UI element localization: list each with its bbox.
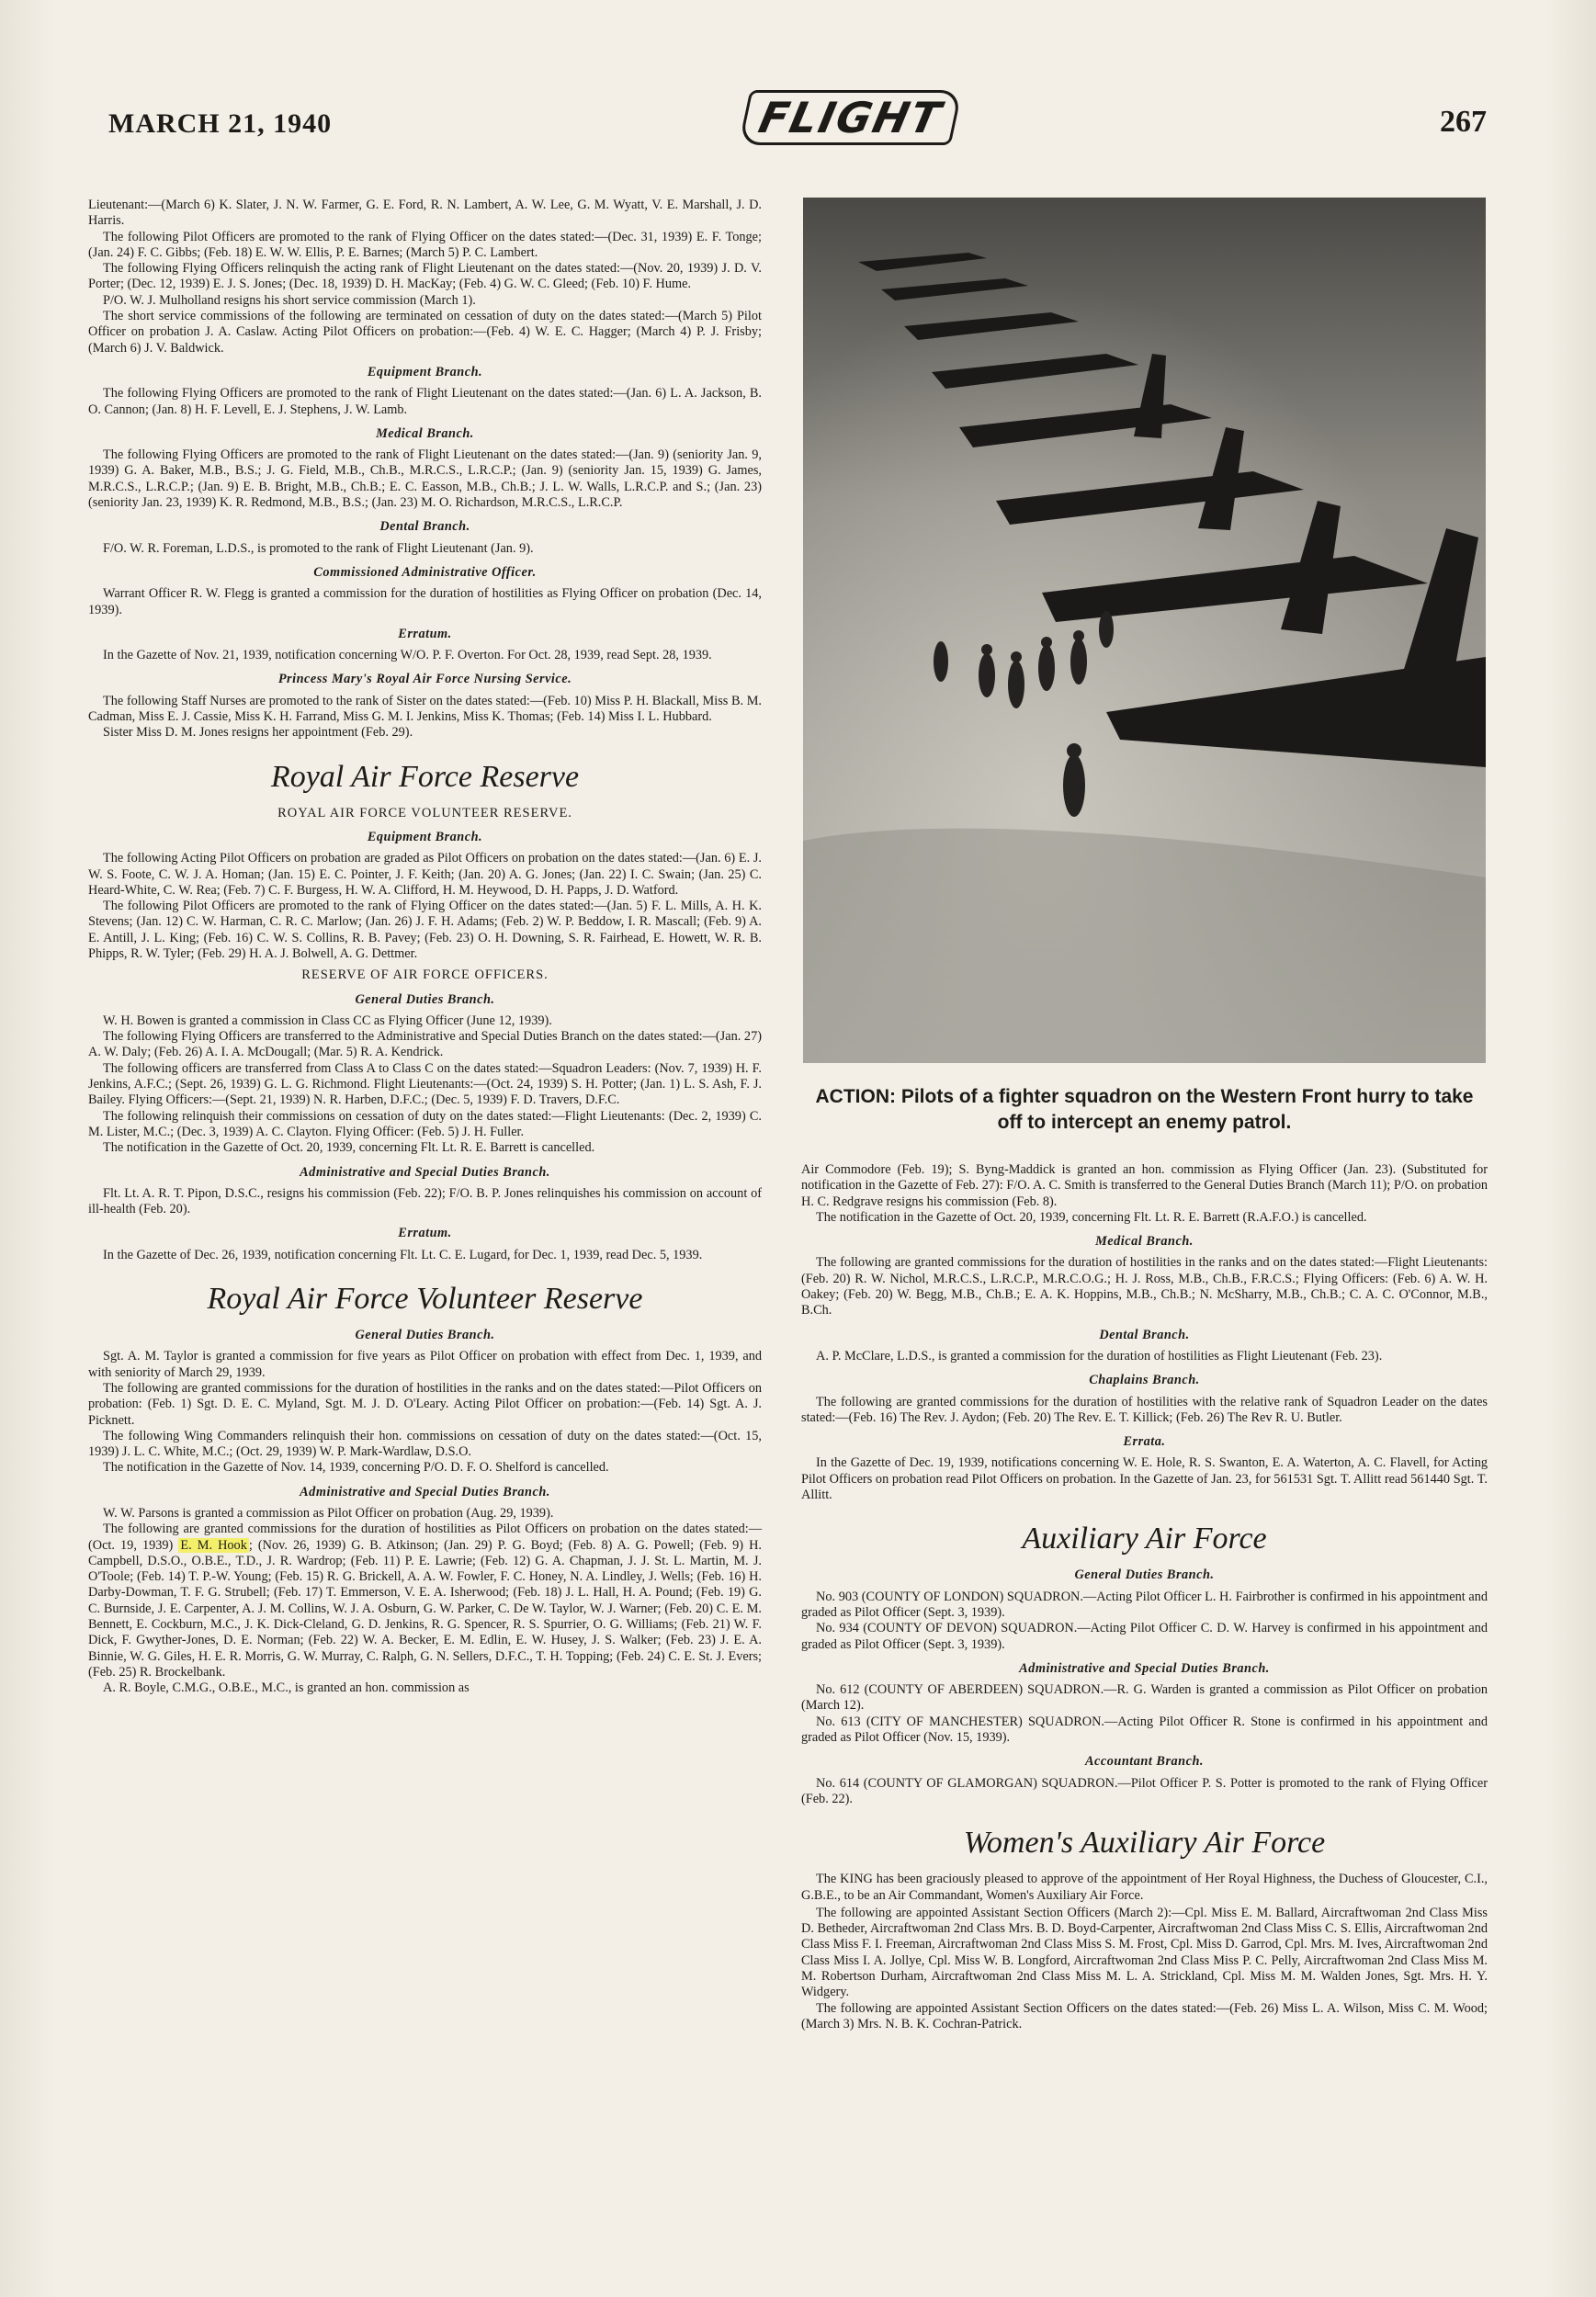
issue-date: MARCH 21, 1940 — [108, 108, 333, 139]
section-heading: Equipment Branch. — [367, 829, 483, 844]
paragraph: Lieutenant:—(March 6) K. Slater, J. N. W. Farmer, G. E. Ford, R. N. Lambert, A. W. Lee, G. M. Wyatt, V. E. Marshall, J. D. Harris. — [88, 198, 762, 229]
paragraph: No. 612 (COUNTY OF ABERDEEN) SQUADRON.—R. G. Warden is granted a commission as Pilot Officer on probation (March 12). — [801, 1682, 1488, 1714]
paragraph: The notification in the Gazette of Nov. 14, 1939, concerning P/O. D. F. O. Shelford is cancelled. — [103, 1460, 609, 1476]
section-heading: Erratum. — [398, 1226, 452, 1241]
paragraph: No. 934 (COUNTY OF DEVON) SQUADRON.—Acting Pilot Officer C. D. W. Harvey is confirmed in his appointment and graded as Pilot Officer (Sept. 3, 1939). — [801, 1621, 1488, 1652]
page-number: 267 — [1440, 105, 1487, 139]
section-heading: Errata. — [1123, 1434, 1166, 1450]
section-heading: Commissioned Administrative Officer. — [313, 564, 537, 580]
paragraph: Air Commodore (Feb. 19); S. Byng-Maddick is granted an hon. commission as Flying Officer (Jan. 23). (Substituted for notification in the Gazette of Feb. 27): F/O. A. C. Smith is transferred to the General Duties Branch (March 11); P/O. on probation H. C. Redgrave resigns his commission (Feb. 8). — [801, 1162, 1488, 1209]
paragraph: The following Pilot Officers are promoted to the rank of Flying Officer on the dates stated:—(Jan. 5) F. L. Mills, A. H. K. Stevens; (Jan. 12) C. W. Harman, C. R. C. Marlow; (Jan. 26) J. F. H. Adams; (Feb. 2) W. P. Beddow, I. R. Mascall; (Feb. 9) A. E. Antill, J. L. King; (Feb. 16) C. W. S. Collins, R. B. Pavey; (Feb. 23) O. H. Downing, S. R. Fairhead, E. Howett, W. R. B. Phipps, R. W. Tyler; (Feb. 29) H. A. J. Bolwell, A. G. Dettmer. — [88, 899, 762, 961]
paragraph: A. R. Boyle, C.M.G., O.B.E., M.C., is granted an hon. commission as — [103, 1680, 470, 1696]
section-heading: General Duties Branch. — [355, 991, 495, 1007]
paragraph: The following Pilot Officers are promoted to the rank of Flying Officer on the dates stated:—(Dec. 31, 1939) E. F. Tonge; (Jan. 24) F. C. Gibbs; (Feb. 18) E. W. W. Ellis, P. E. Barnes; (March 5) P. C. Lambert. — [88, 229, 762, 260]
paragraph: W. H. Bowen is granted a commission in Class CC as Flying Officer (June 12, 1939). — [103, 1013, 552, 1028]
paragraph: The short service commissions of the following are terminated on cessation of duty on the dates stated:—(March 5) Pilot Officer on probation J. A. Caslaw. Acting Pilot Officers on probation:—(Feb. 4) W. E. C. Hagger; (March 4) P. J. Frisby; (March 6) J. V. Baldwick. — [88, 309, 762, 356]
paragraph — [88, 1522, 762, 1680]
section-heading: Equipment Branch. — [367, 364, 483, 379]
paragraph: The following Flying Officers relinquish the acting rank of Flight Lieutenant on the dates stated:—(Nov. 20, 1939) J. D. V. Porter; (Dec. 12, 1939) E. J. S. Jones; (Dec. 18, 1939) D. H. MacKay; (Feb. 4) G. W. C. Gleed; (Feb. 10) F. Hume. — [88, 261, 762, 292]
section-heading: Administrative and Special Duties Branch. — [300, 1164, 550, 1180]
section-heading: Medical Branch. — [376, 425, 474, 441]
paragraph: The KING has been graciously pleased to approve of the appointment of Her Royal Highness, the Duchess of Gloucester, C.I., G.B.E., to be an Air Commandant, Women's Auxiliary Air Force. — [801, 1872, 1488, 1903]
heading-raf-reserve: Royal Air Force Reserve — [270, 759, 580, 794]
paragraph: Flt. Lt. A. R. T. Pipon, D.S.C., resigns his commission (Feb. 22); F/O. B. P. Jones relinquishes his commission on account of ill-health (Feb. 20). — [88, 1185, 762, 1217]
paragraph: The following are appointed Assistant Section Officers on the dates stated:—(Feb. 26) Miss L. A. Wilson, Miss C. M. Wood; (March 3) Mrs. N. B. K. Cochran-Patrick. — [801, 2000, 1488, 2031]
paragraph: The following relinquish their commissions on cessation of duty on the dates stated:—Flight Lieutenants: (Dec. 2, 1939) C. M. Lister, M.C.; (Dec. 3, 1939) A. C. Clayton. Flying Officer: (Feb. 5) J. H. Fuller. — [88, 1108, 762, 1139]
paragraph-text: ; (Nov. 26, 1939) G. B. Atkinson; (Jan. 29) P. G. Boyd; (Feb. 8) A. G. Powell; (Feb. 9) H. Campbell, D.S.O., O.B.E., T.D., J. R. Wardrop; (Feb. 11) P. E. Lawrie; (Feb. 12) G. A. Chapman, J. J. St. L. Martin, M. J. O'Toole; (Feb. 14) T. P.-W. Young; (Feb. 15) R. G. Brickell, A. A. W. Fowler, F. C. Honey, N. A. Lindley, J. Wells; (Feb. 16) H. Darby-Dowman, T. F. G. Strubell; (Feb. 17) T. Emmerson, V. E. A. Isherwood; (Feb. 18) J. L. Hall, H. A. Pound; (Feb. 19) G. C. Burnside, J. E. Carpenter, A. J. M. Collins, W. J. A. Osburn, G. W. Parker, C. De W. Taylor, W. J. Warner; (Feb. 20) C. E. M. Bennett, E. Cockburn, M.C., J. K. Dick-Cleland, G. D. Jenkins, R. G. Spencer, R. S. Spurrier, O. G. Williams; (Feb. 21) W. F. Dick, F. Gwyther-Jones, D. E. Norman; (Feb. 22) W. A. Becker, E. M. Edlin, E. W. Husey, J. S. Walker; (Feb. 23) J. E. A. Binnie, W. G. Giles, H. E. R. Morris, G. W. Murray, C. Ralph, G. N. Sellers, D.F.C., T. H. Topping; (Feb. 24) C. E. St. J. Evers; (Feb. 25) R. Brockelbank. — [88, 1537, 762, 1680]
paragraph: Warrant Officer R. W. Flegg is granted a commission for the duration of hostilities as Flying Officer on probation (Dec. 14, 1939). — [88, 586, 762, 617]
paragraph: In the Gazette of Nov. 21, 1939, notification concerning W/O. P. F. Overton. For Oct. 28, 1939, read Sept. 28, 1939. — [103, 648, 712, 663]
paragraph: The notification in the Gazette of Oct. 20, 1939, concerning Flt. Lt. R. E. Barrett is cancelled. — [103, 1140, 595, 1156]
section-heading: Administrative and Special Duties Branch. — [1019, 1660, 1270, 1676]
left-column — [88, 198, 762, 1697]
heading-auxiliary-air-force: Auxiliary Air Force — [1022, 1522, 1267, 1556]
section-heading: Medical Branch. — [1095, 1234, 1194, 1250]
page-header — [108, 93, 1487, 164]
photograph-fighter-squadron — [803, 198, 1486, 1063]
paragraph: The following officers are transferred from Class A to Class C on the dates stated:—Squadron Leaders: (Nov. 7, 1939) H. F. Jenkins, A.F.C.; (Sept. 26, 1939) G. L. G. Richmond. Flight Lieutenants:—(Oct. 24, 1939) S. H. Potter; (Jan. 1) L. S. Ash, F. J. Bailey. Flying Officers:—(Sept. 21, 1939) N. R. Harben, D.F.C.; (Dec. 5, 1939) F. D. Travers, D.F.C. — [88, 1060, 762, 1108]
paragraph: The following are granted commissions for the duration of hostilities in the ranks and on the dates stated:—Flight Lieutenants: (Feb. 20) R. W. Nichol, M.R.C.S., L.R.C.P., M.R.C.O.G.; H. J. Ross, M.B., Ch.B., F.R.C.S.; Flying Officers: (Feb. 6) A. W. H. Oakey; (Feb. 20) W. Begg, M.B., Ch.B.; E. A. K. Hoppins, M.B., Ch.B.; N. McSharry, M.B., Ch.B.; C. A. C. O'Connor, M.B., B.Ch. — [801, 1255, 1488, 1318]
paragraph: The following Wing Commanders relinquish their hon. commissions on cessation of duty on the dates stated:—(Oct. 15, 1939) J. L. C. White, M.C.; (Oct. 29, 1939) W. P. Mark-Wardlaw, D.S.O. — [88, 1428, 762, 1460]
paragraph: The following Flying Officers are transferred to the Administrative and Special Duties Branch on the dates stated:—(Jan. 27) A. W. Daly; (Feb. 26) A. I. A. McDougall; (Mar. 5) R. A. Kendrick. — [88, 1029, 762, 1060]
paragraph: The following Acting Pilot Officers on probation are graded as Pilot Officers on probation on the dates stated:—(Jan. 6) E. J. W. S. Foote, C. W. J. A. Homan; (Jan. 15) E. C. Pointer, J. F. Keith; (Jan. 20) A. G. Jones; (Jan. 22) I. C. Swain; (Jan. 25) C. Heard-White, C. W. Rea; (Feb. 7) C. F. Burgess, H. W. A. Clifford, H. M. Heywood, D. H. Papps, J. D. Watford. — [88, 851, 762, 898]
paragraph: No. 614 (COUNTY OF GLAMORGAN) SQUADRON.—Pilot Officer P. S. Potter is promoted to the rank of Flying Officer (Feb. 22). — [801, 1775, 1488, 1806]
section-heading: Princess Mary's Royal Air Force Nursing Service. — [277, 672, 572, 687]
subheading-rafvr: ROYAL AIR FORCE VOLUNTEER RESERVE. — [277, 805, 572, 820]
paragraph: A. P. McClare, L.D.S., is granted a commission for the duration of hostilities as Flight Lieutenant (Feb. 23). — [816, 1348, 1383, 1363]
paragraph: The following are appointed Assistant Section Officers (March 2):—Cpl. Miss E. M. Ballard, Aircraftwoman 2nd Class Miss D. Betheder, Aircraftwoman 2nd Class Mrs. B. D. Boyd-Carpenter, Aircraftwoman 2nd Class Miss C. S. Ellis, Aircraftwoman 2nd Class Miss F. I. Freeman, Aircraftwoman 2nd Class Miss S. M. Frost, Cpl. Miss D. Garrod, Cpl. Mrs. M. Ives, Aircraftwoman 2nd Class Miss I. A. Jollye, Cpl. Miss W. B. Longford, Aircraftwoman 2nd Class Miss P. C. Pelly, Aircraftwoman 2nd Class Miss M. M. Robertson Durham, Aircraftwoman 2nd Class Miss M. L. A. Strickland, Cpl. Miss M. M. Walden Jones, Sgt. Mrs. H. Y. Widgery. — [801, 1905, 1488, 2000]
paragraph: The following Staff Nurses are promoted to the rank of Sister on the dates stated:—(Feb. 10) Miss P. H. Blackall, Miss B. M. Cadman, Miss E. J. Cassie, Miss K. H. Farrand, Miss G. M. I. Jenkins, Miss K. Thomas; (Feb. 14) Miss I. L. Hubbard. — [88, 693, 762, 725]
paragraph: No. 613 (CITY OF MANCHESTER) SQUADRON.—Acting Pilot Officer R. Stone is confirmed in his appointment and graded as Pilot Officer (Nov. 15, 1939). — [801, 1714, 1488, 1746]
paragraph: P/O. W. J. Mulholland resigns his short service commission (March 1). — [103, 292, 476, 308]
section-heading: Administrative and Special Duties Branch. — [300, 1484, 550, 1499]
right-column — [801, 1162, 1488, 2032]
heading-waaf: Women's Auxiliary Air Force — [963, 1826, 1326, 1861]
paragraph: Sgt. A. M. Taylor is granted a commission for five years as Pilot Officer on probation with effect from Dec. 1, 1939, and with seniority of March 29, 1939. — [88, 1349, 762, 1380]
section-heading: General Duties Branch. — [1074, 1567, 1215, 1583]
section-heading: Accountant Branch. — [1085, 1754, 1204, 1770]
paragraph: The following Flying Officers are promoted to the rank of Flight Lieutenant on the dates stated:—(Jan. 6) L. A. Jackson, B. O. Cannon; (Jan. 8) H. F. Levell, E. J. Stephens, J. W. Lamb. — [88, 386, 762, 417]
paragraph-text: The following are granted commissions for the duration of hostilities as Pilot Officers on probation on the dates stated:—(Oct. 19, 1939) — [88, 1522, 762, 1553]
paragraph: In the Gazette of Dec. 26, 1939, notification concerning Flt. Lt. C. E. Lugard, for Dec. 1, 1939, read Dec. 5, 1939. — [103, 1247, 703, 1262]
paragraph: The following are granted commissions for the duration of hostilities in the ranks and on the dates stated:—Pilot Officers on probation: (Feb. 1) Sgt. D. E. C. Myland, Sgt. M. J. D. O'Leary. Acting Pilot Officer on probation:—(Feb. 14) Sgt. A. J. Picknett. — [88, 1380, 762, 1428]
paragraph: W. W. Parsons is granted a commission as Pilot Officer on probation (Aug. 29, 1939). — [103, 1506, 554, 1521]
section-heading: Erratum. — [398, 626, 452, 641]
section-heading: Chaplains Branch. — [1089, 1373, 1200, 1388]
photo-caption: ACTION: Pilots of a fighter squadron on the Western Front hurry to take off to intercept an enemy patrol. — [815, 1086, 1474, 1133]
section-heading: Dental Branch. — [379, 519, 470, 535]
paragraph: No. 903 (COUNTY OF LONDON) SQUADRON.—Acting Pilot Officer L. H. Fairbrother is confirmed in his appointment and graded as Pilot Officer (Sept. 3, 1939). — [801, 1589, 1488, 1620]
paragraph: In the Gazette of Dec. 19, 1939, notifications concerning W. E. Hole, R. S. Swanton, E. A. Waterton, A. C. Flavell, for Acting Pilot Officers on probation read Pilot Officers on probation. In the Gazette of Jan. 23, for 561531 Sgt. T. Allitt read 561440 Sgt. T. Allitt. — [801, 1455, 1488, 1503]
section-heading: Dental Branch. — [1099, 1327, 1190, 1342]
highlighted-name[interactable]: E. M. Hook — [180, 1537, 247, 1553]
flight-masthead-logo: FLIGHT — [739, 90, 963, 145]
photograph-illustration — [803, 198, 1486, 1063]
subheading-rafo: RESERVE OF AIR FORCE OFFICERS. — [301, 967, 549, 983]
section-heading: General Duties Branch. — [355, 1328, 495, 1343]
paragraph: Sister Miss D. M. Jones resigns her appointment (Feb. 29). — [103, 725, 413, 741]
paragraph: The following Flying Officers are promoted to the rank of Flight Lieutenant on the dates stated:—(Jan. 9) (seniority Jan. 9, 1939) G. A. Baker, M.B., B.S.; J. G. Field, M.B., Ch.B., M.R.C.S., L.R.C.P.; (Jan. 9) (seniority Jan. 15, 1939) G. James, M.R.C.S., L.R.C.P.; (Jan. 9) E. B. Bright, M.B., Ch.B.; E. C. Easson, M.B., Ch.B.; J. L. W. Walls, L.R.C.P. and S.; (Jan. 23) (seniority Jan. 23, 1939) K. R. Redmond, M.B., B.S.; (Jan. 23) M. O. Richardson, M.R.C.S., L.R.C.P. — [88, 447, 762, 511]
paragraph: F/O. W. R. Foreman, L.D.S., is promoted to the rank of Flight Lieutenant (Jan. 9). — [103, 540, 534, 556]
paragraph: The following are granted commissions for the duration of hostilities with the relative rank of Squadron Leader on the dates stated:—(Feb. 16) The Rev. J. Aydon; (Feb. 20) The Rev. E. T. Killick; (Feb. 26) The Rev R. U. Butler. — [801, 1394, 1488, 1425]
paragraph: The notification in the Gazette of Oct. 20, 1939, concerning Flt. Lt. R. E. Barrett (R.A.F.O.) is cancelled. — [816, 1209, 1367, 1225]
heading-rafvr: Royal Air Force Volunteer Reserve — [207, 1282, 643, 1317]
